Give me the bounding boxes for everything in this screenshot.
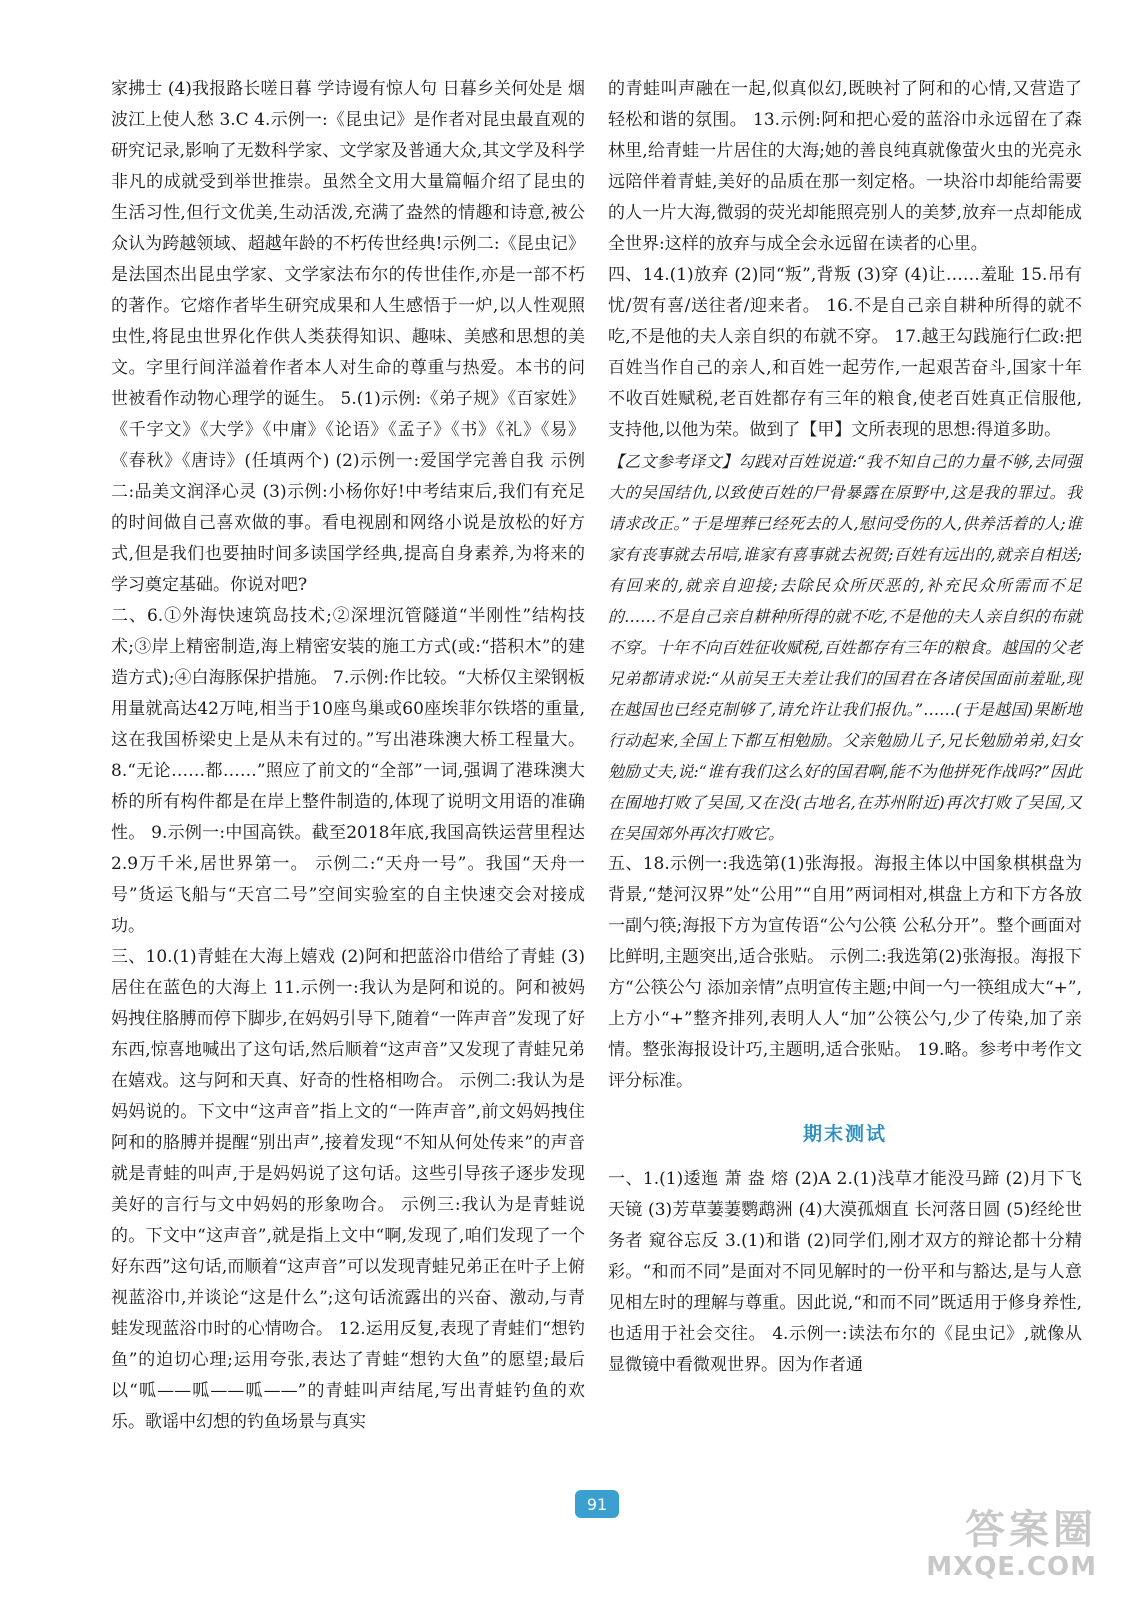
watermark-url: MXQE.COM (926, 1552, 1097, 1582)
watermark-logo-text: 答案圈 (965, 1507, 1097, 1553)
answer-paragraph: 四、14.(1)放弃 (2)同“叛”,背叛 (3)穿 (4)让……羞耻 15.吊有忧/贺有喜/送往者/迎来者。 16.不是自己亲自耕种所得的就不吃,不是他的夫人亲自织的布就不穿。 17.越王勾践施行仁政:把百姓当作自己的亲人,和百姓一起劳作,一起艰苦奋斗,国家十年不收百姓赋税,老百姓都存有三年的粮食,使老百姓真正信服他,支持他,以他为荣。做到了【甲】文所表现的思想:得道多助。 (608, 265, 1082, 440)
left-column (111, 74, 585, 1438)
right-column (608, 74, 1082, 1381)
answer-paragraph: 家拂士 (4)我报路长嗟日暮 学诗谩有惊人句 日暮乡关何处是 烟波江上使人愁 3.C 4.示例一:《昆虫记》是作者对昆虫最直观的研究记录,影响了无数科学家、文学家及普通大众,其文学及科学非凡的成就受到举世推崇。虽然全文用大量篇幅介绍了昆虫的生活习性,但行文优美,生动活泼,充满了盎然的情趣和诗意,被公众认为跨越领域、超越年龄的不朽传世经典!示例二:《昆虫记》是法国杰出昆虫学家、文学家法布尔的传世佳作,亦是一部不朽的著作。它熔作者毕生研究成果和人生感悟于一炉,以人性观照虫性,将昆虫世界化作供人类获得知识、趣味、美感和思想的美文。字里行间洋溢着作者本人对生命的尊重与热爱。本书的问世被看作动物心理学的诞生。 5.(1)示例:《弟子规》《百家姓》《千字文》《大学》《中庸》《论语》《孟子》《书》《礼》《易》《春秋》《唐诗》(任填两个) (2)示例一:爱国学完善自我 示例二:品美文润泽心灵 (3)示例:小杨你好!中考结束后,我们有充足的时间做自己喜欢做的事。看电视剧和网络小说是放松的好方式,但是我们也要抽时间多读国学经典,提高自身素养,为将来的学习奠定基础。你说对吧? (111, 79, 585, 595)
answer-paragraph: 的青蛙叫声融在一起,似真似幻,既映衬了阿和的心情,又营造了轻松和谐的氛围。 13.示例:阿和把心爱的蓝浴巾永远留在了森林里,给青蛙一片居住的大海;她的善良纯真就像萤火虫的光亮永远陪伴着青蛙,美好的品质在那一刻定格。一块浴巾却能给需要的人一片大海,微弱的荧光却能照亮别人的美梦,放弃一点却能成全世界:这样的放弃与成全会永远留在读者的心里。 (608, 79, 1082, 254)
reference-translation: 【乙文参考译文】勾践对百姓说道:“我不知自己的力量不够,去同强大的吴国结仇,以致使百姓的尸骨暴露在原野中,这是我的罪过。我请求改正。”于是埋葬已经死去的人,慰问受伤的人,供养活着的人;谁家有丧事就去吊唁,谁家有喜事就去祝贺;百姓有远出的,就亲自相送;有回来的,就亲自迎接;去除民众所厌恶的,补充民众所需而不足的……不是自己亲自耕种所得的就不吃,不是他的夫人亲自织的布就不穿。十年不向百姓征收赋税,百姓都存有三年的粮食。越国的父老兄弟都请求说:“从前吴王夫差让我们的国君在各诸侯国面前羞耻,现在越国也已经克制够了,请允许让我们报仇。”……(于是越国)果断地行动起来,全国上下都互相勉励。父亲勉励儿子,兄长勉励弟弟,妇女勉励丈夫,说:“谁有我们这么好的国君啊,能不为他拼死作战吗?”因此在囿地打败了吴国,又在没(古地名,在苏州附近)再次打败了吴国,又在吴国郊外再次打败它。 (608, 452, 1082, 843)
answer-paragraph: 二、6.①外海快速筑岛技术;②深埋沉管隧道“半刚性”结构技术;③岸上精密制造,海上精密安装的施工方式(或:“搭积木”的建造方式);④白海豚保护措施。 7.示例:作比较。“大桥仅主梁钢板用量就高达42万吨,相当于10座鸟巢或60座埃菲尔铁塔的重量,这在我国桥梁史上是从未有过的。”写出港珠澳大桥工程量大。 8.“无论……都……”照应了前文的“全部”一词,强调了港珠澳大桥的所有构件都是在岸上整件制造的,体现了说明文用语的准确性。 9.示例一:中国高铁。截至2018年底,我国高铁运营里程达2.9万千米,居世界第一。 示例二:“天舟一号”。我国“天舟一号”货运飞船与“天宫二号”空间实验室的自主快速交会对接成功。 (111, 606, 585, 936)
answer-paragraph: 三、10.(1)青蛙在大海上嬉戏 (2)阿和把蓝浴巾借给了青蛙 (3)居住在蓝色的大海上 11.示例一:我认为是阿和说的。阿和被妈妈拽住胳膊而停下脚步,在妈妈引导下,随着“一阵声音”发现了好东西,惊喜地喊出了这句话,然后顺着“这声音”又发现了青蛙兄弟在嬉戏。这与阿和天真、好奇的性格相吻合。 示例二:我认为是妈妈说的。下文中“这声音”指上文的“一阵声音”,前文妈妈拽住阿和的胳膊并提醒“别出声”,接着发现“不知从何处传来”的声音就是青蛙的叫声,于是妈妈说了这句话。这些引导孩子逐步发现美好的言行与文中妈妈的形象吻合。 示例三:我认为是青蛙说的。下文中“这声音”,就是指上文中“啊,发现了,咱们发现了一个好东西”这句话,而顺着“这声音”可以发现青蛙兄弟正在叶子上俯视蓝浴巾,并谈论“这是什么”;这句话流露出的兴奋、激动,与青蛙发现蓝浴巾时的心情吻合。 12.运用反复,表现了青蛙们“想钓鱼”的迫切心理;运用夸张,表达了青蛙“想钓大鱼”的愿望;最后以“呱——呱——呱——”的青蛙叫声结尾,写出青蛙钓鱼的欢乐。歌谣中幻想的钓鱼场景与真实 (111, 947, 585, 1432)
section-title: 期末测试 (802, 1123, 887, 1145)
page-number-badge: 91 (575, 1490, 619, 1518)
answer-paragraph: 五、18.示例一:我选第(1)张海报。海报主体以中国象棋棋盘为背景,“楚河汉界”处“公用”“自用”两词相对,棋盘上方和下方各放一副勺筷;海报下方为宣传语“公勺公筷 公私分开”。整个画面对比鲜明,主题突出,适合张贴。 示例二:我选第(2)张海报。海报下方“公筷公勺 添加亲情”点明宣传主题;中间一勺一筷组成大“+”,上方小“+”整齐排列,表明人人“加”公筷公勺,少了传染,加了亲情。整张海报设计巧,主题明,适合张贴。 19.略。参考中考作文评分标准。 (608, 854, 1082, 1091)
answer-paragraph: 一、1.(1)逶迤 萧 盎 熔 (2)A 2.(1)浅草才能没马蹄 (2)月下飞天镜 (3)芳草萋萋鹦鹉洲 (4)大漠孤烟直 长河落日圆 (5)经纶世务者 窥谷忘反 3.(1)和谐 (2)同学们,刚才双方的辩论都十分精彩。“和而不同”是面对不同见解时的一份平和与豁达,是与人意见相左时的理解与尊重。因此说,“和而不同”既适用于修身养性,也适用于社会交往。 4.示例一:读法布尔的《昆虫记》,就像从显微镜中看微观世界。因为作者通 (608, 1169, 1082, 1375)
site-watermark (907, 1500, 1097, 1582)
